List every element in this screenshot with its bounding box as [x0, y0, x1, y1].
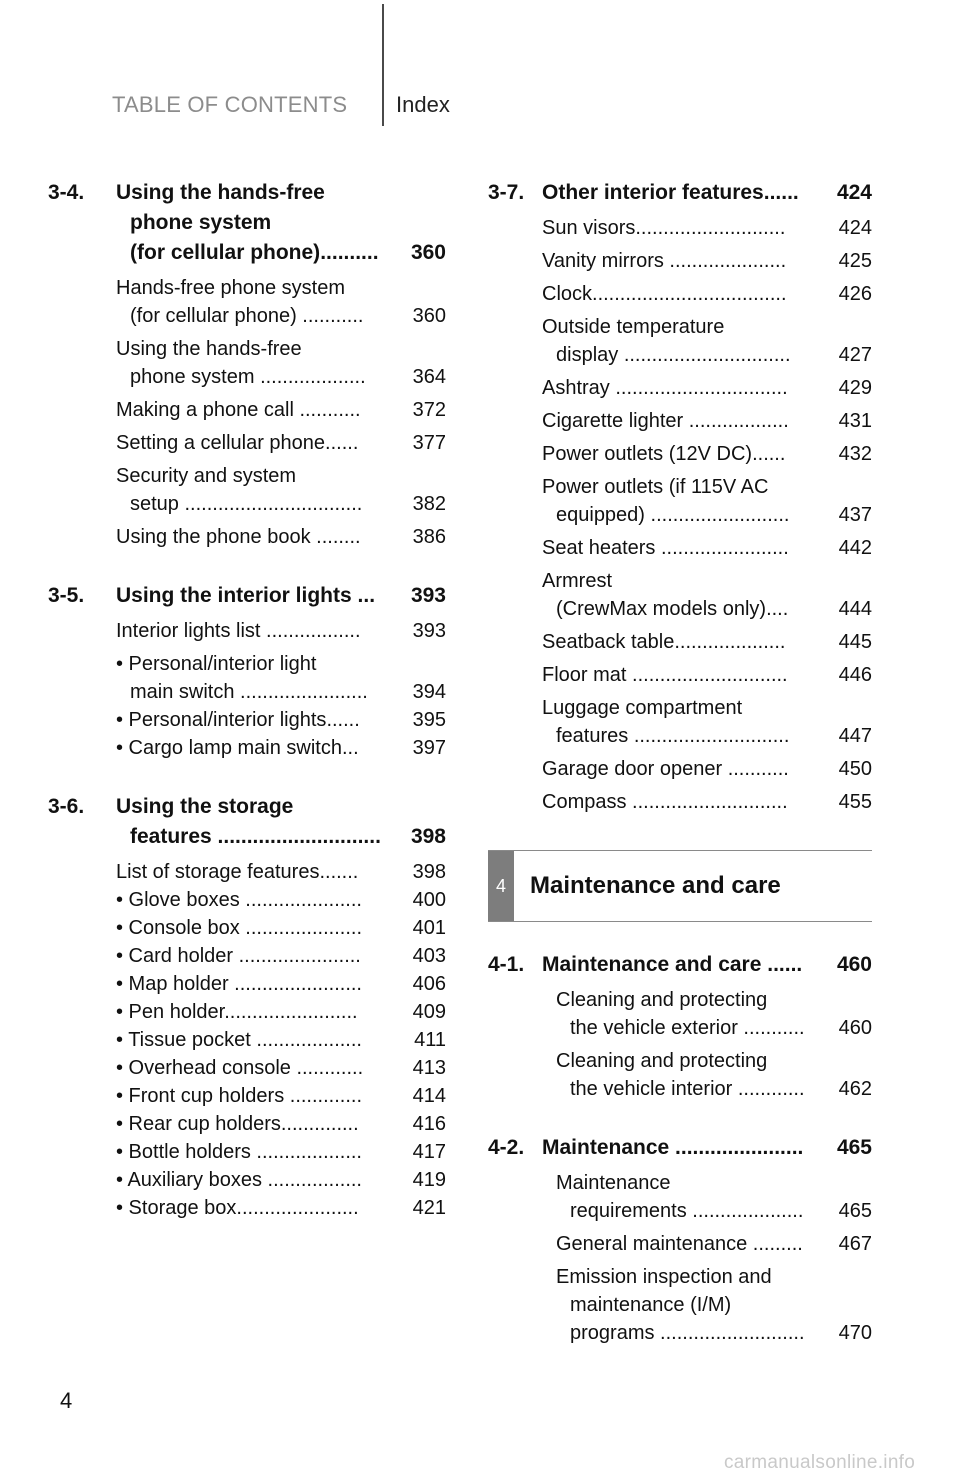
dot-leader: ...........: [293, 399, 361, 421]
entry-page-number: 450: [838, 758, 872, 780]
entry-title-line: • Rear cup holders..............: [116, 1113, 359, 1135]
entry-title-line: • Front cup holders .............: [116, 1085, 362, 1107]
entry-title-line: Luggage compartment: [542, 697, 743, 719]
section-entries: [556, 1169, 872, 1347]
entry-title-line: phone system ...................: [130, 366, 366, 388]
entry-page-number: 431: [838, 410, 872, 432]
entry-page-number: 360: [412, 305, 446, 327]
entry-title-line: General maintenance .........: [556, 1233, 803, 1255]
entry-page-number: 465: [838, 1200, 872, 1222]
entry-page-number: 395: [412, 709, 446, 731]
section-title-text: [116, 792, 407, 852]
entry-title-line: Garage door opener ...........: [542, 758, 789, 780]
dot-leader: ...................: [254, 366, 366, 388]
dot-leader: ..............................: [618, 344, 791, 366]
toc-entry[interactable]: [116, 617, 446, 645]
section-entries: [542, 214, 872, 816]
entry-page-number: 377: [412, 432, 446, 454]
entry-page-number: 372: [412, 399, 446, 421]
entry-title: [116, 650, 407, 706]
dot-leader: .......: [319, 861, 359, 883]
entry-page-number: 424: [838, 217, 872, 239]
entry-page-number: 382: [412, 493, 446, 515]
entry-title: [542, 214, 833, 242]
section-number: 3-7.: [488, 181, 525, 204]
entry-title: [116, 1054, 407, 1082]
toc-left-column: [48, 178, 446, 1252]
section-title-line: Maintenance ......................: [542, 1136, 804, 1159]
toc-section: [48, 178, 446, 551]
section-title-line: (for cellular phone)..........: [130, 241, 379, 264]
dot-leader: .........................: [644, 504, 790, 526]
section-page-number: 360: [410, 241, 446, 264]
dot-leader: ...................: [250, 1029, 362, 1051]
toc-section: [48, 581, 446, 762]
entry-page-number: 432: [838, 443, 872, 465]
section-page-number: 460: [836, 953, 872, 976]
entry-page-number: 460: [838, 1017, 872, 1039]
toc-entry[interactable]: [556, 1230, 872, 1258]
toc-entry[interactable]: [116, 942, 446, 970]
toc-entry[interactable]: [116, 429, 446, 457]
dot-leader: .......................: [228, 973, 362, 995]
entry-title-line: • Card holder ......................: [116, 945, 361, 967]
section-title-text: [542, 1133, 833, 1163]
section-number: 3-4.: [48, 181, 85, 204]
dot-leader: ........: [310, 526, 361, 548]
entry-title-line: Ashtray ...............................: [542, 377, 788, 399]
toc-entry[interactable]: [542, 473, 872, 529]
toc-entry[interactable]: [116, 706, 446, 734]
entry-title: [116, 396, 407, 424]
section-title: [116, 792, 446, 852]
toc-entry[interactable]: [542, 313, 872, 369]
section-title-text: [542, 950, 833, 980]
entry-title: [116, 886, 407, 914]
entry-title-line: • Personal/interior light: [116, 653, 317, 675]
entry-title-line: (CrewMax models only)....: [556, 598, 789, 620]
dot-leader: ............................: [626, 791, 788, 813]
header-divider: [382, 4, 384, 126]
dot-leader: ............................: [626, 664, 788, 686]
entry-title-line: Clock...................................: [542, 283, 787, 305]
entry-title-line: • Console box .....................: [116, 917, 362, 939]
toc-entry[interactable]: [542, 280, 872, 308]
dot-leader: .............: [284, 1085, 362, 1107]
entry-title: [556, 1047, 833, 1103]
section-entries: [116, 858, 446, 1222]
entry-title: [116, 1110, 407, 1138]
entry-page-number: 406: [412, 973, 446, 995]
entry-title: [116, 1138, 407, 1166]
entry-title-line: maintenance (I/M): [570, 1294, 732, 1316]
dot-leader: ...........: [296, 305, 364, 327]
entry-title: [542, 628, 833, 656]
toc-entry[interactable]: [116, 335, 446, 391]
dot-leader: .........: [747, 1233, 803, 1255]
entry-page-number: 400: [412, 889, 446, 911]
entry-title-line: setup ................................: [130, 493, 363, 515]
section-heading[interactable]: [488, 950, 872, 980]
dot-leader: ...........................: [635, 217, 786, 239]
toc-section: [48, 792, 446, 1222]
dot-leader: ..................: [683, 410, 789, 432]
entry-title: [116, 617, 407, 645]
section-heading[interactable]: [48, 178, 446, 268]
section-heading[interactable]: [48, 581, 446, 611]
entry-title-line: Interior lights list .................: [116, 620, 361, 642]
entry-title-line: • Personal/interior lights......: [116, 709, 360, 731]
toc-section: [488, 950, 872, 1103]
entry-title: [556, 1230, 833, 1258]
entry-title: [542, 755, 833, 783]
chapter-title: Maintenance and care: [530, 872, 781, 899]
entry-title-line: List of storage features.......: [116, 861, 359, 883]
section-page-number: 398: [410, 825, 446, 848]
toc-entry[interactable]: [542, 407, 872, 435]
dot-leader: ............: [732, 1078, 805, 1100]
toc-entry[interactable]: [542, 247, 872, 275]
section-heading[interactable]: [488, 1133, 872, 1163]
entry-title-line: programs ..........................: [570, 1322, 805, 1344]
entry-title: [116, 998, 407, 1026]
entry-page-number: 447: [838, 725, 872, 747]
entry-page-number: 445: [838, 631, 872, 653]
section-title-line: phone system: [130, 211, 272, 234]
entry-page-number: 427: [838, 344, 872, 366]
entry-title-line: • Tissue pocket ...................: [116, 1029, 362, 1051]
entry-title-line: Security and system: [116, 465, 297, 487]
dot-leader: ............: [290, 1057, 364, 1079]
section-title: [116, 581, 446, 611]
entry-title-line: • Glove boxes .....................: [116, 889, 362, 911]
dot-leader: ...: [351, 584, 376, 607]
toc-entry[interactable]: [116, 1110, 446, 1138]
entry-title-line: features ............................: [556, 725, 790, 747]
entry-title: [556, 1169, 833, 1225]
toc-entry[interactable]: [542, 788, 872, 816]
section-title: [542, 178, 872, 208]
entry-title: [116, 523, 407, 551]
toc-entry[interactable]: [116, 886, 446, 914]
entry-title-line: • Overhead console ............: [116, 1057, 364, 1079]
dot-leader: ...: [341, 737, 359, 759]
toc-right-column-chapter4: [488, 950, 872, 1377]
toc-entry[interactable]: [116, 1194, 446, 1222]
entry-title-line: Cleaning and protecting: [556, 989, 768, 1011]
entry-page-number: 416: [412, 1113, 446, 1135]
entry-title: [542, 313, 833, 369]
dot-leader: ......: [752, 443, 786, 465]
section-title-line: Using the storage: [116, 795, 294, 818]
toc-entry[interactable]: [556, 1263, 872, 1347]
toc-entry[interactable]: [116, 1138, 446, 1166]
entry-title-line: Compass ............................: [542, 791, 788, 813]
dot-leader: ....................: [674, 631, 786, 653]
toc-entry[interactable]: [116, 1166, 446, 1194]
toc-entry[interactable]: [542, 755, 872, 783]
toc-right-column: [488, 178, 872, 846]
toc-link[interactable]: TABLE OF CONTENTS: [112, 92, 348, 117]
dot-leader: .....................: [663, 250, 787, 272]
toc-entry[interactable]: [116, 462, 446, 518]
section-page-number: 424: [836, 181, 872, 204]
entry-page-number: 398: [412, 861, 446, 883]
dot-leader: ....................: [686, 1200, 804, 1222]
entry-title: [116, 734, 407, 762]
entry-title-line: Outside temperature: [542, 316, 725, 338]
entry-page-number: 442: [838, 537, 872, 559]
entry-page-number: 364: [412, 366, 446, 388]
entry-title-line: Maintenance: [556, 1172, 671, 1194]
toc-section: [488, 178, 872, 816]
section-title-line: Using the hands-free: [116, 181, 325, 204]
section-title: [116, 178, 446, 268]
section-title-line: features ............................: [130, 825, 381, 848]
chapter-tab-maintenance[interactable]: [488, 850, 872, 922]
entry-title-line: the vehicle exterior ...........: [570, 1017, 805, 1039]
entry-title-line: Seat heaters .......................: [542, 537, 789, 559]
section-number: 4-2.: [488, 1136, 525, 1159]
dot-leader: ...........: [737, 1017, 805, 1039]
toc-entry[interactable]: [542, 214, 872, 242]
entry-page-number: 409: [412, 1001, 446, 1023]
entry-title: [116, 706, 407, 734]
dot-leader: ..............: [280, 1113, 359, 1135]
entry-title-line: Making a phone call ...........: [116, 399, 361, 421]
dot-leader: ............................: [628, 725, 790, 747]
entry-title: [116, 1194, 407, 1222]
entry-page-number: 444: [838, 598, 872, 620]
entry-title-line: Setting a cellular phone......: [116, 432, 359, 454]
chapter-number-badge: 4: [488, 851, 514, 921]
entry-page-number: 470: [838, 1322, 872, 1344]
entry-title-line: • Storage box......................: [116, 1197, 359, 1219]
toc-entry[interactable]: [116, 1026, 446, 1054]
entry-title-line: Seatback table....................: [542, 631, 786, 653]
page-header: [0, 0, 960, 130]
dot-leader: ...........: [722, 758, 789, 780]
toc-entry[interactable]: [542, 661, 872, 689]
entry-title-line: • Map holder .......................: [116, 973, 362, 995]
entry-page-number: 394: [412, 681, 446, 703]
entry-page-number: 417: [412, 1141, 446, 1163]
entry-title: [542, 247, 833, 275]
entry-title: [116, 462, 407, 518]
entry-page-number: 467: [838, 1233, 872, 1255]
entry-page-number: 426: [838, 283, 872, 305]
dot-leader: ......: [325, 432, 359, 454]
dot-leader: .................: [260, 620, 361, 642]
entry-page-number: 425: [838, 250, 872, 272]
entry-title-line: Floor mat ............................: [542, 664, 788, 686]
dot-leader: ........................: [224, 1001, 358, 1023]
section-title-text: [116, 178, 407, 268]
entry-title: [116, 858, 407, 886]
entry-title: [542, 661, 833, 689]
page-number: 4: [60, 1388, 73, 1413]
entry-page-number: 462: [838, 1078, 872, 1100]
dot-leader: ....: [766, 598, 789, 620]
entry-page-number: 401: [412, 917, 446, 939]
toc-entry[interactable]: [116, 914, 446, 942]
toc-entry[interactable]: [542, 694, 872, 750]
toc-entry[interactable]: [556, 986, 872, 1042]
entry-title-line: Armrest: [542, 570, 612, 592]
section-title: [542, 950, 872, 980]
entry-title-line: equipped) .........................: [556, 504, 790, 526]
section-heading[interactable]: [488, 178, 872, 208]
entry-page-number: 421: [412, 1197, 446, 1219]
toc-entry[interactable]: [556, 1169, 872, 1225]
dot-leader: .....................: [239, 889, 362, 911]
entry-title: [116, 274, 407, 330]
dot-leader: ...................: [250, 1141, 362, 1163]
toc-entry[interactable]: [116, 396, 446, 424]
toc-entry[interactable]: [116, 734, 446, 762]
entry-title: [116, 1166, 407, 1194]
entry-title: [542, 694, 833, 750]
entry-page-number: 413: [412, 1057, 446, 1079]
entry-title: [556, 1263, 833, 1347]
entry-page-number: 403: [412, 945, 446, 967]
entry-title: [542, 280, 833, 308]
toc-entry[interactable]: [116, 1054, 446, 1082]
entry-title-line: Cleaning and protecting: [556, 1050, 768, 1072]
entry-title: [116, 914, 407, 942]
dot-leader: ......................: [233, 945, 361, 967]
toc-entry[interactable]: [116, 970, 446, 998]
section-title: [542, 1133, 872, 1163]
entry-title: [542, 473, 833, 529]
toc-entry[interactable]: [542, 374, 872, 402]
entry-title: [116, 970, 407, 998]
entry-title-line: Vanity mirrors .....................: [542, 250, 787, 272]
entry-title-line: requirements ....................: [570, 1200, 804, 1222]
toc-entry[interactable]: [116, 858, 446, 886]
dot-leader: ................................: [178, 493, 363, 515]
dot-leader: .....................: [239, 917, 362, 939]
dot-leader: .......................: [655, 537, 789, 559]
dot-leader: ...................................: [592, 283, 787, 305]
section-title-line: Other interior features......: [542, 181, 799, 204]
section-title-text: [542, 178, 833, 208]
dot-leader: .................: [261, 1169, 362, 1191]
entry-page-number: 455: [838, 791, 872, 813]
entry-title: [542, 440, 833, 468]
section-title-line: Maintenance and care ......: [542, 953, 803, 976]
toc-entry[interactable]: [542, 534, 872, 562]
entry-title: [542, 788, 833, 816]
section-number: 4-1.: [488, 953, 525, 976]
entry-title: [116, 942, 407, 970]
dot-leader: .......................: [234, 681, 368, 703]
section-heading[interactable]: [48, 792, 446, 852]
entry-title: [542, 374, 833, 402]
entry-title-line: Power outlets (if 115V AC: [542, 476, 769, 498]
dot-leader: ......: [326, 709, 360, 731]
entry-title-line: • Bottle holders ...................: [116, 1141, 362, 1163]
entry-title: [116, 1082, 407, 1110]
watermark-text: carmanualsonline.info: [724, 1452, 916, 1473]
toc-entry[interactable]: [116, 650, 446, 706]
entry-title-line: (for cellular phone) ...........: [130, 305, 364, 327]
entry-title: [542, 534, 833, 562]
toc-entry[interactable]: [542, 628, 872, 656]
section-title-line: Using the interior lights ...: [116, 584, 376, 607]
entry-title: [116, 1026, 408, 1054]
dot-leader: ......................: [236, 1197, 359, 1219]
entry-title-line: • Cargo lamp main switch...: [116, 737, 359, 759]
entry-title-line: Hands-free phone system: [116, 277, 346, 299]
entry-title-line: display ..............................: [556, 344, 791, 366]
entry-page-number: 393: [412, 620, 446, 642]
dot-leader: ......: [763, 181, 799, 204]
entry-title: [556, 986, 833, 1042]
index-link[interactable]: Index: [396, 92, 450, 117]
entry-page-number: 386: [412, 526, 446, 548]
toc-entry[interactable]: [116, 274, 446, 330]
dot-leader: ..........: [320, 241, 379, 264]
section-page-number: 465: [836, 1136, 872, 1159]
dot-leader: ...............................: [609, 377, 788, 399]
section-number: 3-5.: [48, 584, 85, 607]
entry-title-line: Power outlets (12V DC)......: [542, 443, 786, 465]
entry-page-number: 397: [412, 737, 446, 759]
entry-title: [542, 407, 833, 435]
entry-page-number: 429: [838, 377, 872, 399]
entry-title-line: Emission inspection and: [556, 1266, 772, 1288]
entry-title-line: • Auxiliary boxes .................: [116, 1169, 362, 1191]
toc-entry[interactable]: [542, 440, 872, 468]
section-page-number: 393: [410, 584, 446, 607]
section-entries: [116, 617, 446, 762]
entry-title: [116, 429, 407, 457]
toc-entry[interactable]: [116, 523, 446, 551]
entry-page-number: 437: [838, 504, 872, 526]
entry-page-number: 446: [838, 664, 872, 686]
section-entries: [556, 986, 872, 1103]
entry-title-line: Using the hands-free: [116, 338, 302, 360]
toc-entry[interactable]: [116, 998, 446, 1026]
dot-leader: ..........................: [654, 1322, 805, 1344]
entry-title-line: • Pen holder........................: [116, 1001, 358, 1023]
toc-entry[interactable]: [556, 1047, 872, 1103]
dot-leader: ......: [761, 953, 803, 976]
entry-title: [542, 567, 833, 623]
toc-entry[interactable]: [116, 1082, 446, 1110]
entry-title: [116, 335, 407, 391]
dot-leader: ............................: [211, 825, 381, 848]
entry-title-line: main switch .......................: [130, 681, 368, 703]
toc-section: [488, 1133, 872, 1347]
entry-page-number: 411: [414, 1029, 446, 1051]
dot-leader: ......................: [669, 1136, 804, 1159]
entry-title-line: Cigarette lighter ..................: [542, 410, 789, 432]
section-entries: [116, 274, 446, 551]
entry-title-line: the vehicle interior ............: [570, 1078, 805, 1100]
entry-title-line: Using the phone book ........: [116, 526, 361, 548]
entry-page-number: 414: [412, 1085, 446, 1107]
section-number: 3-6.: [48, 795, 85, 818]
entry-page-number: 419: [412, 1169, 446, 1191]
entry-title-line: Sun visors...........................: [542, 217, 786, 239]
section-title-text: [116, 581, 407, 611]
toc-entry[interactable]: [542, 567, 872, 623]
